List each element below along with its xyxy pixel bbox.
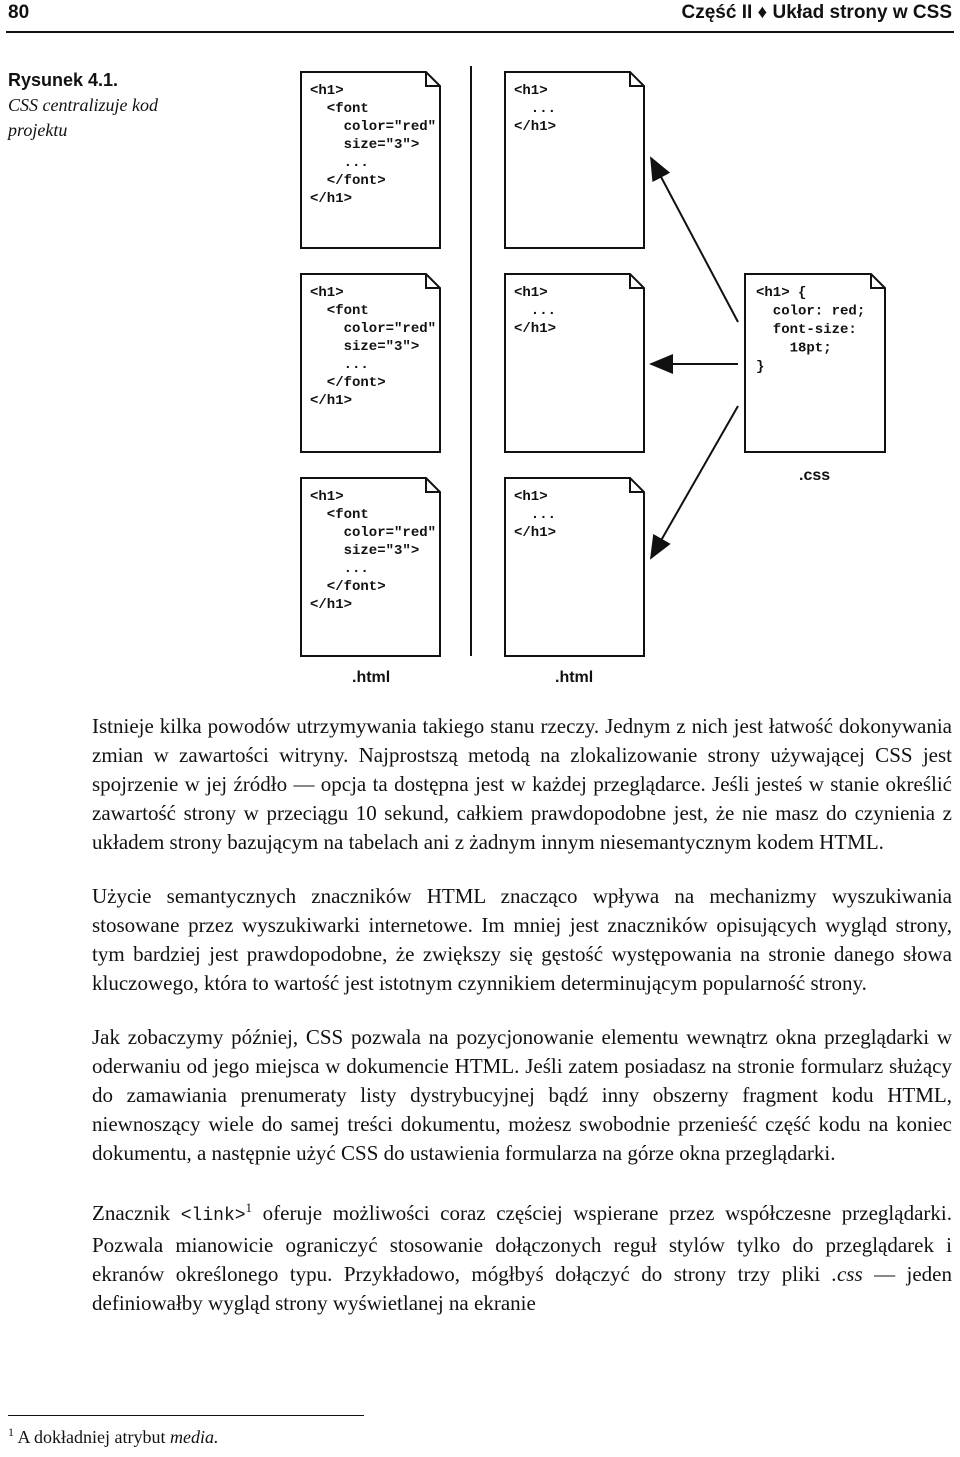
page-header [8, 0, 952, 30]
paragraph-3: Jak zobaczymy później, CSS pozwala na pozycjonowanie elementu wewnątrz okna przeglądarki w oderwaniu od jego miejsca w dokumencie HTML. Jeśli zatem posiadasz na stronie formularz służący do zamawiania prenumeraty listy dystrybucyjnej bądź inny obszerny fragment kodu HTML, niewnoszący wiele do samej treści dokumentu, możesz swobodnie przenieść część kodu na koniec dokumentu, a następnie użyć CSS do ustawienia formularza na górze okna przeglądarki. [92, 1025, 952, 1165]
code-line: <h1> { [756, 285, 807, 301]
css-doc [745, 274, 885, 452]
body-text [92, 712, 952, 1343]
code-line: 18pt; [756, 340, 832, 357]
code-line: ... [310, 357, 369, 373]
code-line: </font> [310, 375, 386, 391]
code-line: size="3"> [310, 543, 420, 559]
code-line: </h1> [514, 119, 557, 135]
code-line: <h1> [310, 489, 344, 505]
p4-before: Znacznik [92, 1201, 181, 1225]
header-rule [6, 31, 954, 33]
code-line: size="3"> [310, 339, 420, 355]
code-line: color: red; [756, 303, 866, 320]
code-line: ... [514, 303, 557, 319]
code-line: <font [310, 101, 369, 117]
code-line: size="3"> [310, 137, 420, 153]
label-css: .css [799, 467, 831, 484]
footnote-rule [8, 1415, 364, 1416]
footnote-ref: 1 [245, 1200, 253, 1215]
footnote-em: media. [169, 1427, 219, 1447]
footnote-text: A dokładniej atrybut [14, 1427, 170, 1447]
code-line: <h1> [310, 83, 344, 99]
p4-mid: oferuje możliwości coraz częściej wspierane przez współczesne przeglądarki. Pozwala mianowicie ograniczyć stosowanie dołączonych reguł stylów tylko do przeglądarek i ekranów określonego typu. Przykładowo, mógłbyś dołączyć do strony trzy pliki [92, 1201, 952, 1286]
code-line: ... [514, 507, 557, 523]
arrow-to-doc-2a [651, 158, 738, 322]
html-doc-1a [301, 72, 440, 248]
paragraph-2: Użycie semantycznych znaczników HTML znacząco wpływa na mechanizmy wyszukiwania stosowane przez wyszukiwarki internetowe. Im mniej jest znaczników opisujących wygląd strony, tym bardziej jest prawdopodobne, że zwiększy się gęstość występowania na stronie danego słowa kluczowego, która to wartość jest istotnym czynnikiem determinującym popularność strony. [92, 884, 952, 995]
html-doc-1b [301, 274, 440, 452]
code-line: <font [310, 507, 369, 523]
html-doc-2a [505, 72, 644, 248]
p4-after: — jeden definiowałby wygląd strony wyświetlanej na ekranie [92, 1262, 952, 1315]
code-line: ... [310, 561, 369, 577]
code-line: ... [514, 101, 557, 117]
html-doc-2b [505, 274, 644, 452]
paragraph-1: Istnieje kilka powodów utrzymywania takiego stanu rzeczy. Jednym z nich jest łatwość dokonywania zmian w zawartości witryny. Najprostszą metodą na zlokalizowanie strony używającej CSS jest spojrzenie w jej źródło — opcja ta dostępna jest w każdej przeglądarce. Jeśli jesteś w stanie określić zawartość strony w przeciągu 10 sekund, całkiem prawdopodobne jest, że nie masz do czynienia z układem strony bazującym na tabelach ani z żadnym innym niesemantycznym kodem HTML. [92, 714, 952, 854]
label-html-1: .html [352, 669, 391, 686]
code-line: </font> [310, 579, 386, 595]
arrow-to-doc-2c [651, 406, 738, 558]
code-line: } [756, 359, 765, 375]
html-doc-2c [505, 478, 644, 656]
code-line: </h1> [310, 393, 353, 409]
code-line: <h1> [514, 489, 548, 505]
page-number: 80 [8, 2, 30, 23]
caption-label: Rysunek 4.1. [8, 70, 119, 90]
footnote-marker: 1 [8, 1425, 14, 1439]
code-line: </h1> [514, 525, 557, 541]
code-line: </h1> [310, 191, 353, 207]
code-line: color="red" [310, 321, 437, 337]
code-line: <font [310, 303, 369, 319]
figure-diagram [0, 60, 960, 700]
code-line: </h1> [514, 321, 557, 337]
code-line: </h1> [310, 597, 353, 613]
footnote [8, 1425, 218, 1448]
link-tag-code: <link> [180, 1206, 246, 1226]
code-line: font-size: [756, 322, 857, 338]
diagram-svg [0, 60, 960, 700]
paragraph-4 [92, 1193, 952, 1318]
code-line: color="red" [310, 525, 437, 541]
code-line: </font> [310, 173, 386, 189]
code-line: <h1> [310, 285, 344, 301]
code-line: <h1> [514, 285, 548, 301]
code-line: <h1> [514, 83, 548, 99]
code-line: ... [310, 155, 369, 171]
html-doc-1c [301, 478, 440, 656]
css-ext-em: .css [831, 1262, 863, 1286]
caption-text: CSS centralizuje kod projektu [8, 95, 158, 140]
label-html-2: .html [555, 669, 594, 686]
code-line: color="red" [310, 119, 437, 135]
running-title: Część II ♦ Układ strony w CSS [681, 2, 952, 23]
